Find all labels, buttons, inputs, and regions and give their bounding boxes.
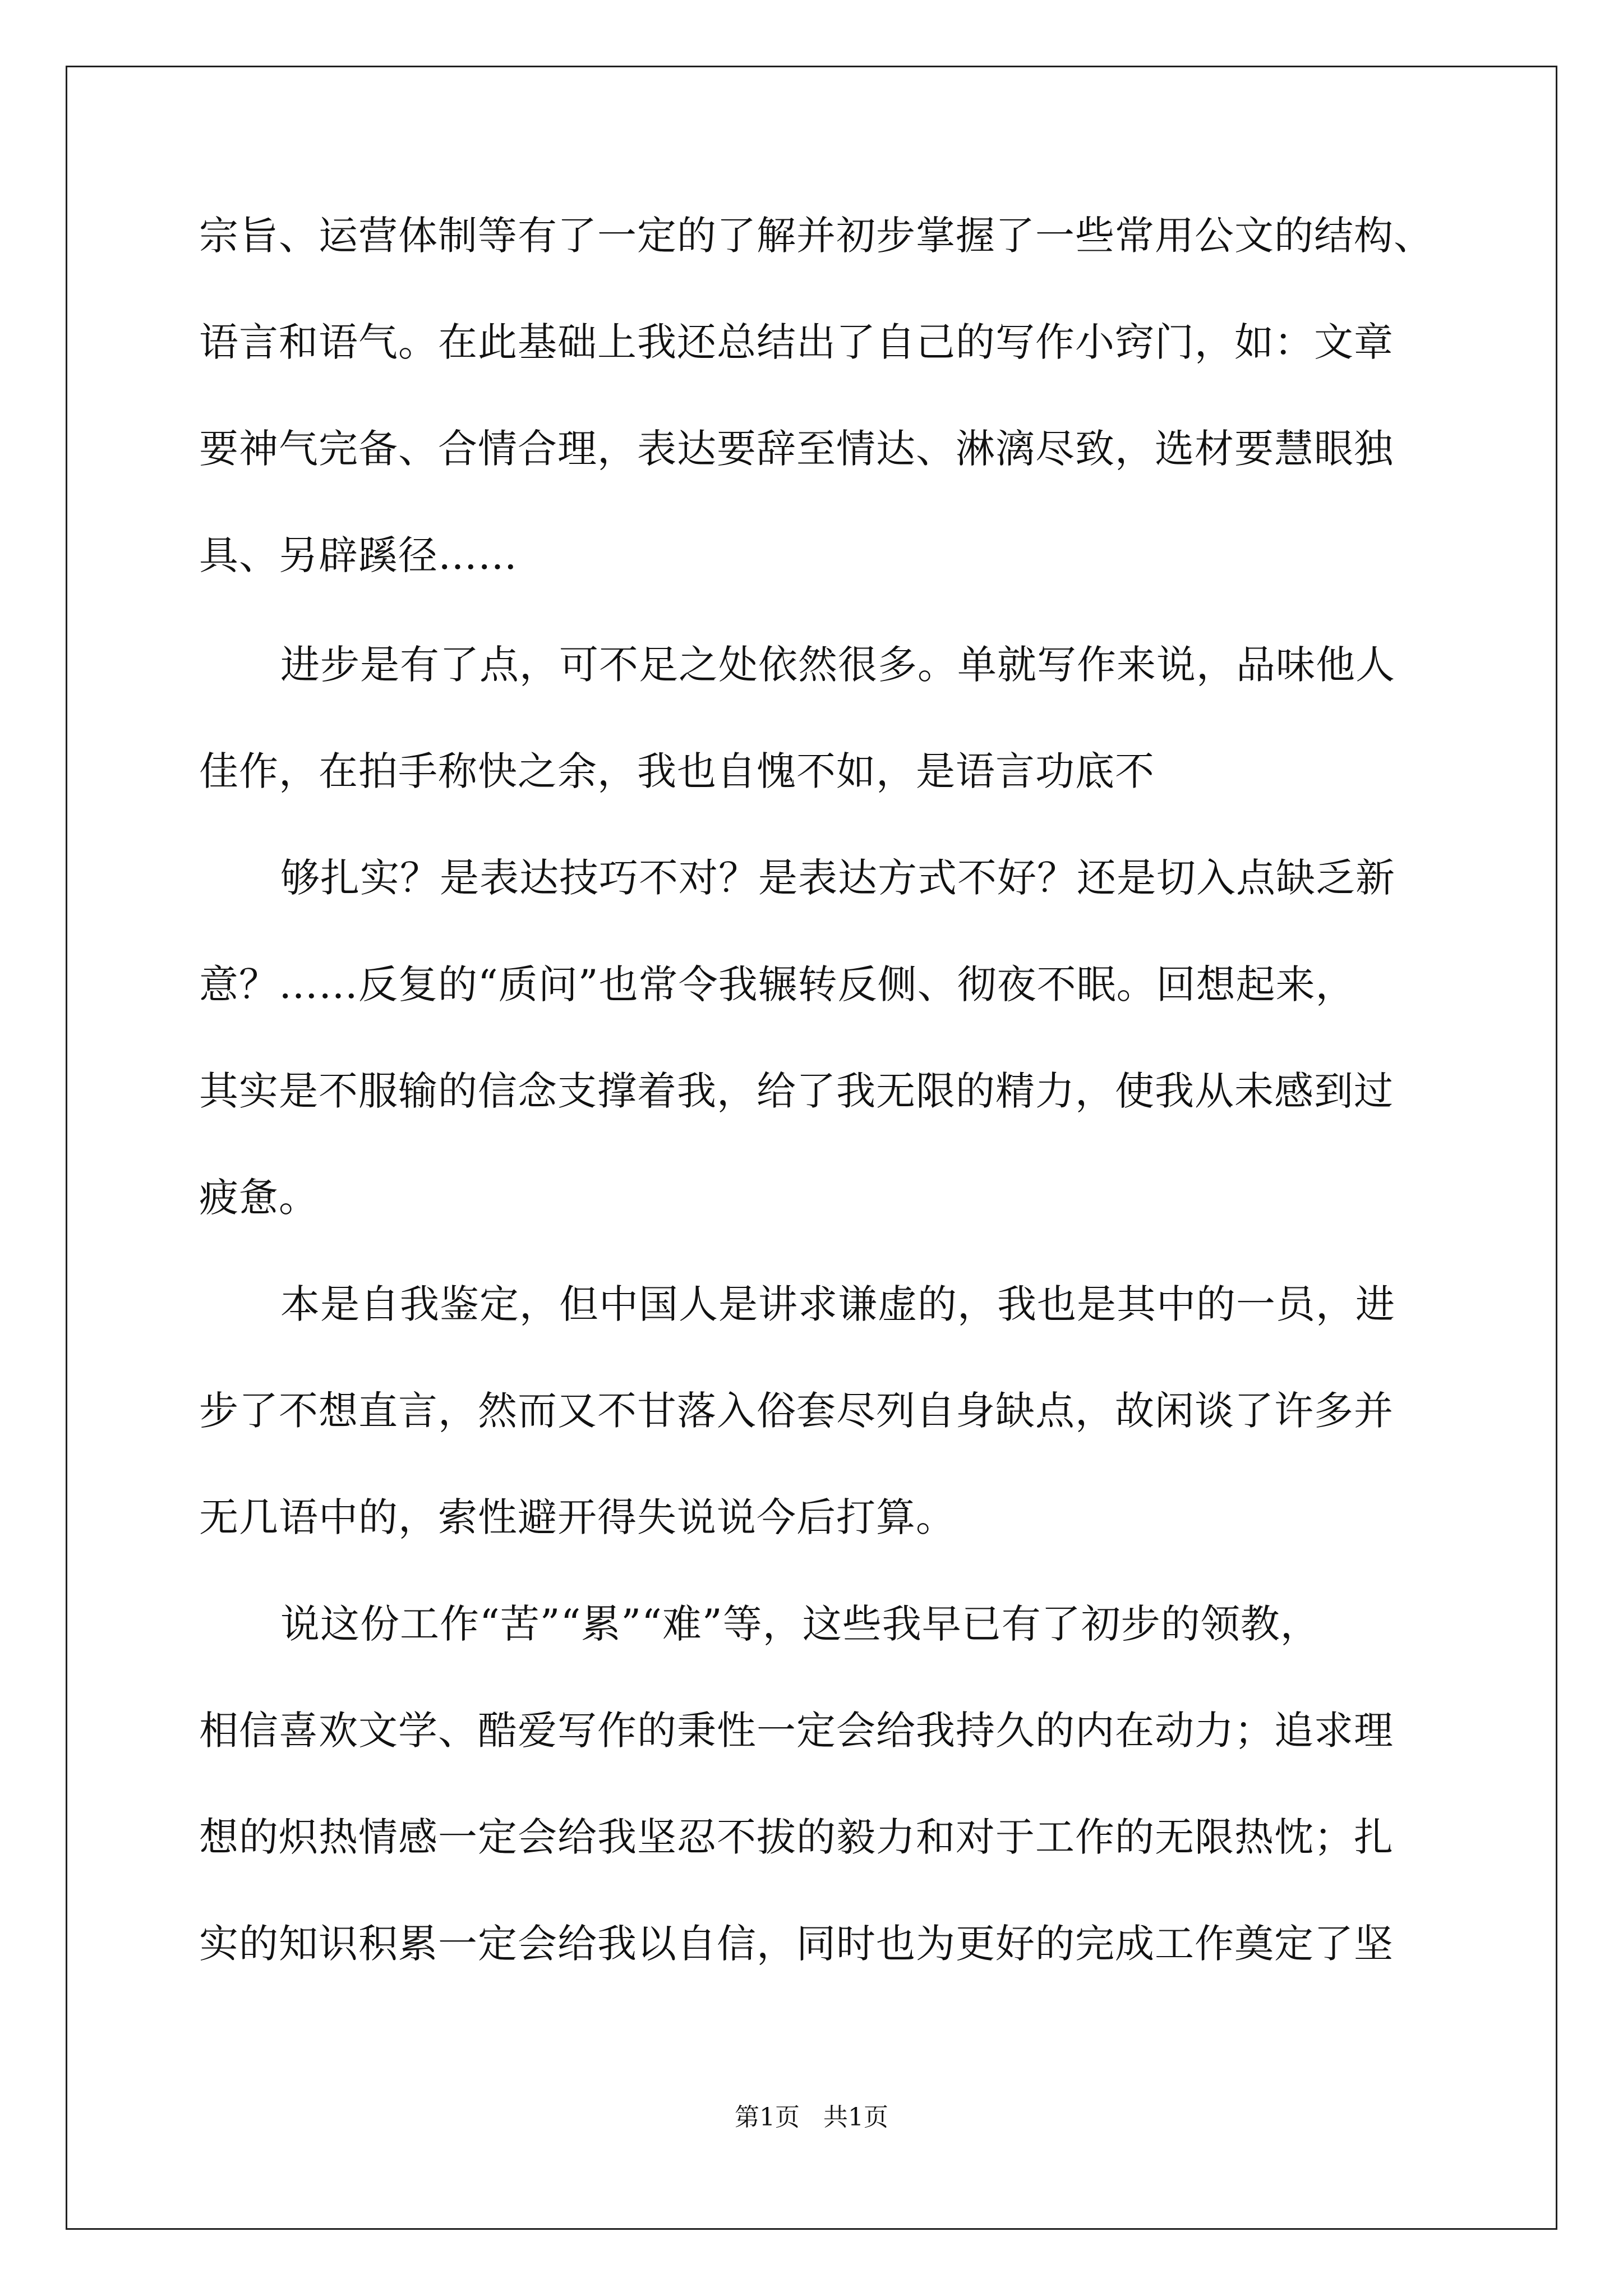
text-line: 佳作，在拍手称快之余，我也自愧不如，是语言功底不 — [199, 748, 1155, 794]
text-line: 想的炽热情感一定会给我坚忍不拔的毅力和对于工作的无限热忱；扎 — [199, 1814, 1394, 1860]
paragraph-start-line: 够扎实？是表达技巧不对？是表达方式不好？还是切入点缺乏新 — [280, 855, 1395, 901]
text-line: 无几语中的，索性避开得失说说今后打算。 — [199, 1494, 956, 1540]
page-border — [66, 66, 1557, 2230]
paragraph-start-line: 进步是有了点，可不足之处依然很多。单就写作来说，品味他人 — [280, 642, 1395, 688]
text-line: 步了不想直言，然而又不甘落入俗套尽列自身缺点，故闲谈了许多并 — [199, 1388, 1394, 1434]
page-number-footer: 第1页 共1页 — [735, 2103, 888, 2132]
paragraph-start-line: 说这份工作“苦”“累”“难”等，这些我早已有了初步的领教， — [280, 1601, 1320, 1647]
text-line: 要神气完备、合情合理，表达要辞至情达、淋漓尽致，选材要慧眼独 — [199, 426, 1394, 472]
text-line: 实的知识积累一定会给我以自信，同时也为更好的完成工作奠定了坚 — [199, 1921, 1394, 1967]
text-line: 意？……反复的“质问”也常令我辗转反侧、彻夜不眠。回想起来， — [199, 961, 1355, 1007]
text-line: 相信喜欢文学、酷爱写作的秉性一定会给我持久的内在动力；追求理 — [199, 1708, 1394, 1754]
text-line: 疲惫。 — [199, 1175, 319, 1221]
text-line: 宗旨、运营体制等有了一定的了解并初步掌握了一些常用公文的结构、 — [199, 213, 1433, 259]
text-line: 语言和语气。在此基础上我还总结出了自己的写作小窍门，如：文章 — [199, 319, 1394, 365]
text-line: 其实是不服输的信念支撑着我，给了我无限的精力，使我从未感到过 — [199, 1068, 1394, 1114]
text-line: 具、另辟蹊径…… — [199, 532, 518, 578]
paragraph-start-line: 本是自我鉴定，但中国人是讲求谦虚的，我也是其中的一员，进 — [280, 1281, 1395, 1327]
